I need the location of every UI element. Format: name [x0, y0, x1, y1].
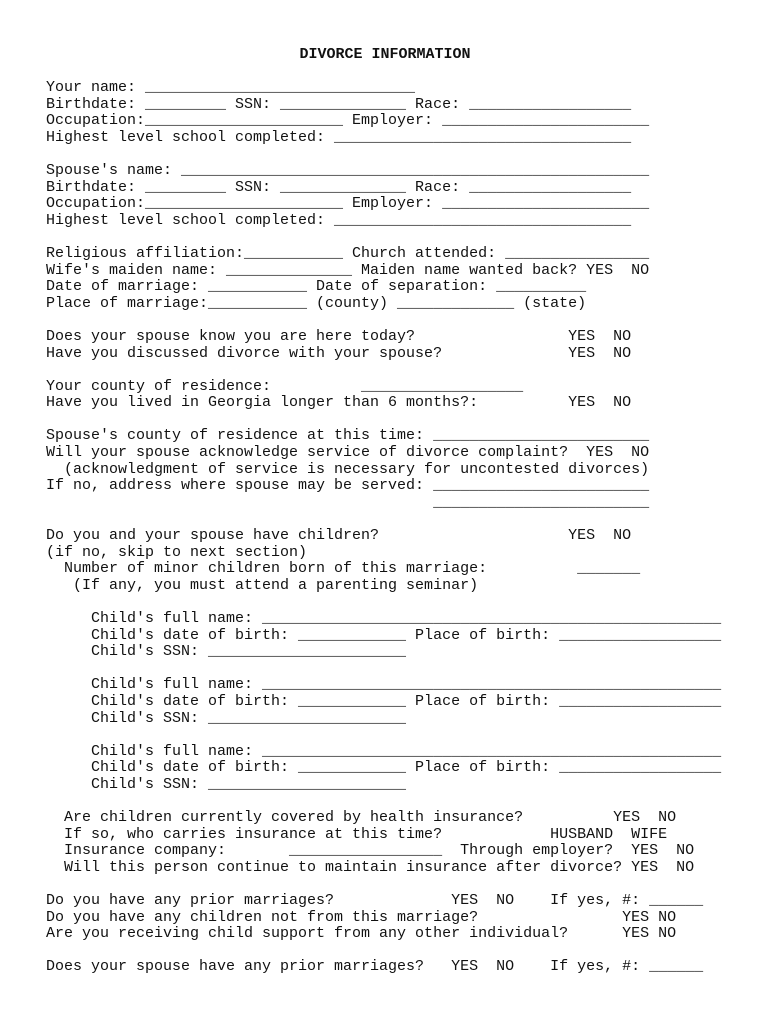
child-3-name-field[interactable]: Child's full name: ___________________________________________________ — [46, 742, 722, 760]
child-1-ssn-field[interactable]: Child's SSN: ______________________ — [46, 643, 407, 661]
spouse-name-field[interactable]: Spouse's name: ____________________________________________________ — [46, 161, 650, 179]
child-1-name-field[interactable]: Child's full name: ___________________________________________________ — [46, 610, 722, 627]
minor-children-count-field[interactable]: Number of minor children born of this marriage: _______ — [46, 560, 641, 578]
discussed-divorce-question[interactable]: Have you discussed divorce with your spouse? YES NO — [46, 344, 632, 362]
skip-note: (if no, skip to next section) — [46, 543, 308, 561]
children-question[interactable]: Do you and your spouse have children? YES NO — [46, 527, 632, 545]
child-1-dob-place-fields[interactable]: Child's date of birth: ____________ Place of birth: __________________ — [46, 626, 722, 644]
county-residence-field[interactable]: Your county of residence: __________________ — [46, 377, 524, 395]
child-3-ssn-field[interactable]: Child's SSN: ______________________ — [46, 775, 407, 793]
form-body — [46, 80, 746, 976]
child-3-dob-place-fields[interactable]: Child's date of birth: ____________ Place of birth: __________________ — [46, 759, 722, 777]
your-school-field[interactable]: Highest level school completed: _________________________________ — [46, 128, 632, 146]
spouse-school-field[interactable]: Highest level school completed: _________________________________ — [46, 211, 632, 229]
child-2-dob-place-fields[interactable]: Child's date of birth: ____________ Place of birth: __________________ — [46, 692, 722, 710]
your-birth-ssn-race-fields[interactable]: Birthdate: _________ SSN: ______________ Race: __________________ — [46, 95, 632, 113]
acknowledge-service-question[interactable]: Will your spouse acknowledge service of divorce complaint? YES NO — [46, 444, 650, 462]
spouse-birth-ssn-race-fields[interactable]: Birthdate: _________ SSN: ______________ Race: __________________ — [46, 178, 632, 196]
seminar-note: (If any, you must attend a parenting seminar) — [46, 576, 479, 594]
insurance-continue-question[interactable]: Will this person continue to maintain insurance after divorce? YES NO — [46, 858, 695, 876]
spouse-occupation-employer-fields[interactable]: Occupation:______________________ Employer: _______________________ — [46, 195, 650, 213]
your-name-field[interactable]: Your name: ______________________________ — [46, 79, 416, 96]
maiden-name-field[interactable]: Wife's maiden name: ______________ Maiden name wanted back? YES NO — [46, 261, 650, 279]
child-2-name-field[interactable]: Child's full name: ___________________________________________________ — [46, 676, 722, 694]
child-support-question[interactable]: Are you receiving child support from any other individual? YES NO — [46, 925, 677, 943]
page-title: DIVORCE INFORMATION — [299, 46, 471, 63]
child-2-ssn-field[interactable]: Child's SSN: ______________________ — [46, 709, 407, 727]
your-occupation-employer-fields[interactable]: Occupation:______________________ Employer: _______________________ — [46, 112, 650, 130]
georgia-residency-question[interactable]: Have you lived in Georgia longer than 6 months?: YES NO — [46, 394, 632, 412]
children-not-from-marriage-question[interactable]: Do you have any children not from this marriage? YES NO — [46, 908, 677, 926]
spouse-prior-marriages-question[interactable]: Does your spouse have any prior marriages? YES NO If yes, #: ______ — [46, 958, 704, 976]
marriage-place-fields[interactable]: Place of marriage:___________ (county) _____________ (state) — [46, 294, 587, 312]
spouse-address-field[interactable]: If no, address where spouse may be served: ________________________ — [46, 477, 650, 495]
insurance-carrier-question[interactable]: If so, who carries insurance at this time? HUSBAND WIFE — [46, 825, 668, 843]
religion-church-fields[interactable]: Religious affiliation:___________ Church attended: ________________ — [46, 244, 650, 262]
spouse-address-field-2[interactable]: ________________________ — [46, 493, 650, 511]
acknowledgment-note: (acknowledgment of service is necessary for uncontested divorces) — [46, 460, 650, 478]
prior-marriages-question[interactable]: Do you have any prior marriages? YES NO If yes, #: ______ — [46, 892, 704, 910]
marriage-separation-dates[interactable]: Date of marriage: ___________ Date of separation: __________ — [46, 278, 587, 296]
insurance-company-field[interactable]: Insurance company: _________________ Through employer? YES NO — [46, 842, 695, 860]
spouse-knows-question[interactable]: Does your spouse know you are here today? YES NO — [46, 327, 632, 345]
health-insurance-question[interactable]: Are children currently covered by health insurance? YES NO — [46, 809, 677, 827]
spouse-county-field[interactable]: Spouse's county of residence at this time: ________________________ — [46, 427, 650, 445]
